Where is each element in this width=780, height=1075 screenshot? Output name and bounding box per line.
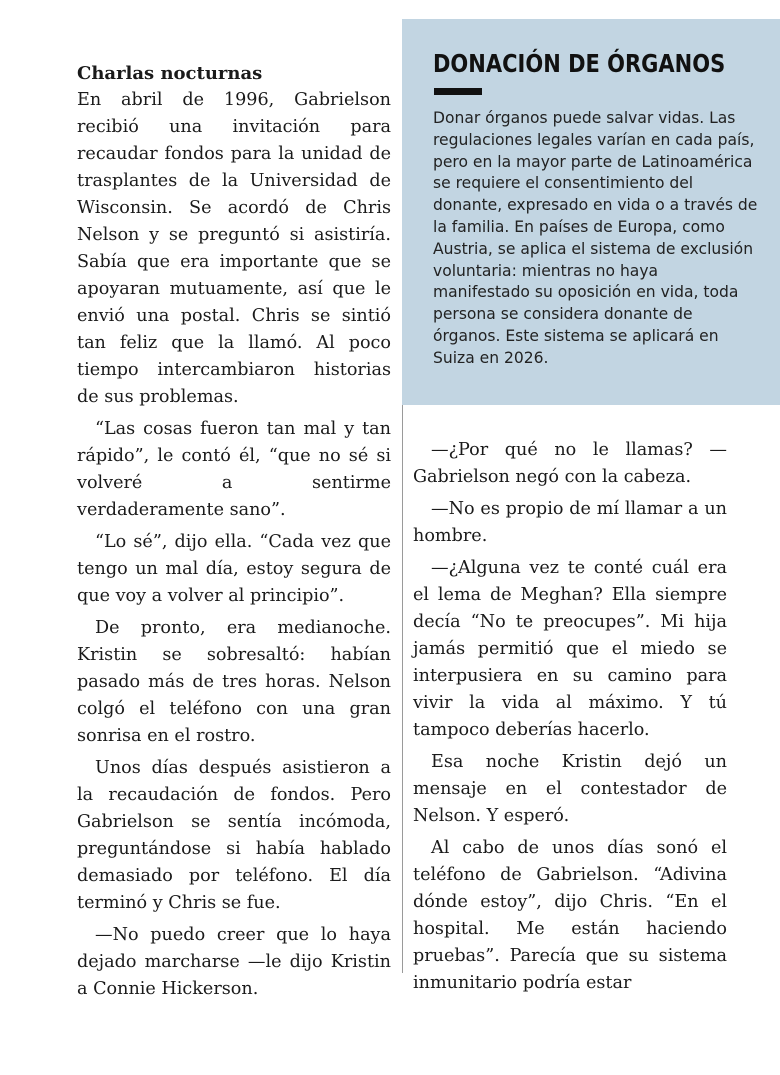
sidebar-title: DONACIÓN DE ÓRGANOS xyxy=(433,49,726,78)
paragraph: —No es propio de mí llamar a un hombre. xyxy=(413,499,727,546)
paragraph: En abril de 1996, Gabrielson recibió una invitación para recaudar fondos para la unidad de trasplantes de la Universidad de Wisconsin. Se acordó de Chris Nelson y se preguntó si asistiría. Sabía que era importante que se apoyaran mutuamente, así que le envió una postal. Chris se sintió tan feliz que la llamó. Al poco tiempo intercambiaron historias de sus problemas. xyxy=(77,90,391,407)
column-divider xyxy=(402,405,403,973)
paragraph: Al cabo de unos días sonó el teléfono de Gabrielson. “Adivina dónde estoy”, dijo Chris. “En el hospital. Me están haciendo pruebas”. Parecía que su sistema inmunitario podría estar xyxy=(413,838,727,993)
paragraph: —¿Alguna vez te conté cuál era el lema de Meghan? Ella siempre decía “No te preocupes”. Mi hija jamás permitió que el miedo se interpusiera en su camino para vivir la vida al máximo. Y tú tampoco deberías hacerlo. xyxy=(413,558,727,740)
info-sidebar xyxy=(402,19,780,405)
left-column xyxy=(77,60,391,1008)
right-column xyxy=(413,437,727,1002)
section-heading: Charlas nocturnas xyxy=(77,63,263,84)
paragraph: —¿Por qué no le llamas? —Gabrielson negó con la cabeza. xyxy=(413,440,727,487)
paragraph: “Las cosas fueron tan mal y tan rápido”, le contó él, “que no sé si volveré a sentirme verdaderamente sano”. xyxy=(77,419,391,520)
sidebar-body: Donar órganos puede salvar vidas. Las regulaciones legales varían en cada país, pero en la mayor parte de Latinoamérica se requiere el consentimiento del donante, expresado en vida o a través de la familia. En países de Europa, como Austria, se aplica el sistema de exclusión voluntaria: mientras no haya manifestado su oposición en vida, toda persona se considera donante de órganos. Este sistema se aplicará en Suiza en 2026. xyxy=(433,108,758,367)
paragraph: —No puedo creer que lo haya dejado marcharse —le dijo Kristin a Connie Hickerson. xyxy=(77,925,391,999)
sidebar-accent-bar xyxy=(434,88,482,95)
paragraph: “Lo sé”, dijo ella. “Cada vez que tengo un mal día, estoy segura de que voy a volver al principio”. xyxy=(77,532,391,606)
paragraph: Unos días después asistieron a la recaudación de fondos. Pero Gabrielson se sentía incómoda, preguntándose si había hablado demasiado por teléfono. El día terminó y Chris se fue. xyxy=(77,758,391,913)
paragraph: Esa noche Kristin dejó un mensaje en el contestador de Nelson. Y esperó. xyxy=(413,752,727,826)
paragraph: De pronto, era medianoche. Kristin se sobresaltó: habían pasado más de tres horas. Nelson colgó el teléfono con una gran sonrisa en el rostro. xyxy=(77,618,391,746)
